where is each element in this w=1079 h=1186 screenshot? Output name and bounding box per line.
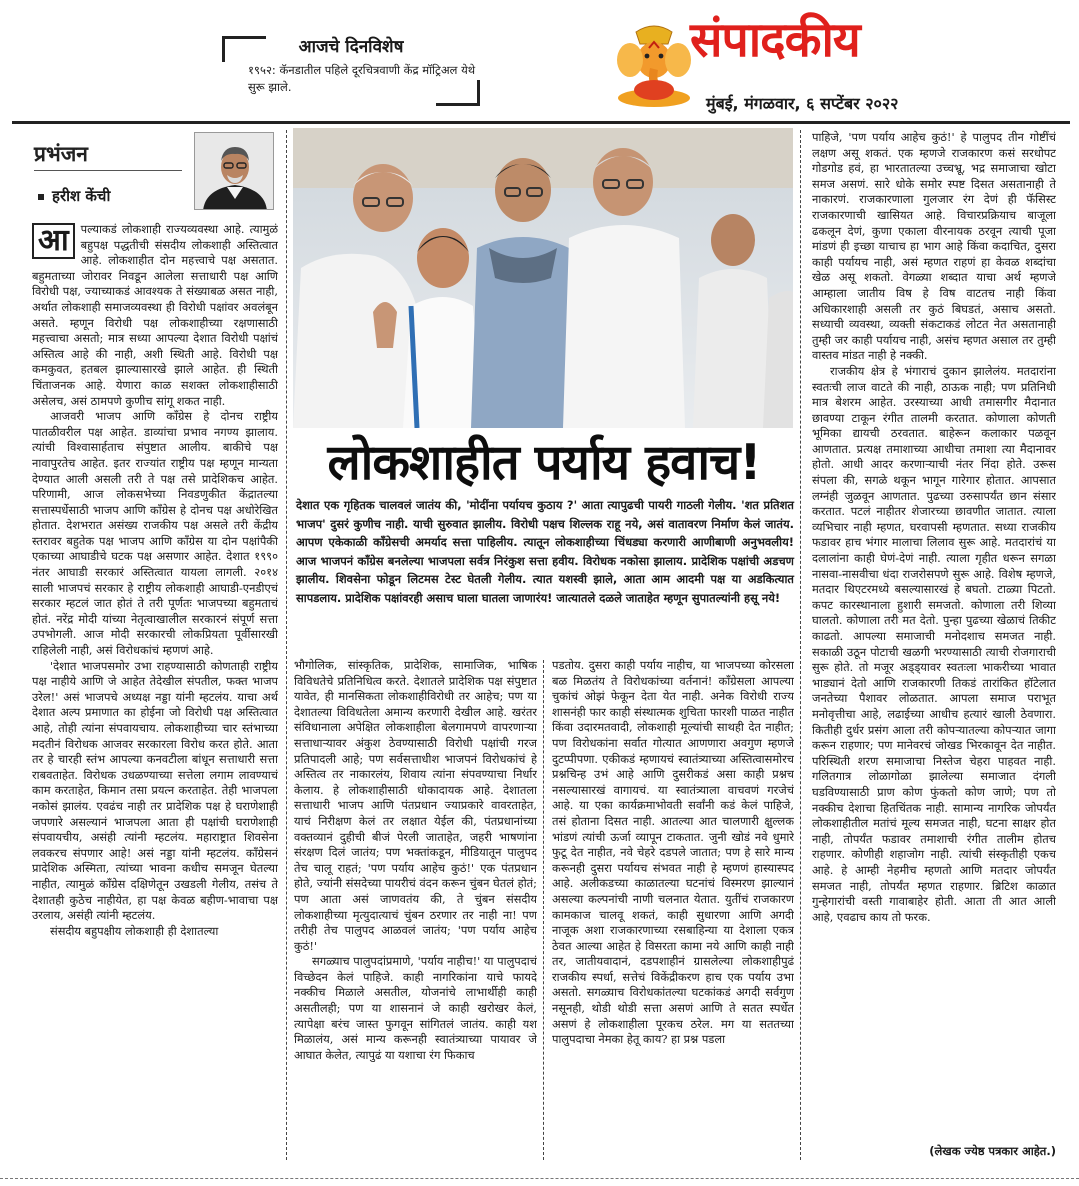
main-photo (293, 128, 793, 428)
lead-paragraph: देशात एक गृहितक चालवलं जातंय की, 'मोदींना पर्यायच कुठाय ?' आता त्यापुढची पायरी गाठली गेलीय. 'शत प्रतिशत भाजप' दुसरं कुणीच नाही. याची सुरुवात झालीय. विरोधी पक्षच शिल्लक राहू नये, असं वातावरण निर्माण केलं जातंय. आपण एकेकाळी काँग्रेसची अमर्याद सत्ता पाहिलीय. त्यातून लोकशाहीच्या चिंधड्या करणारी आणीबाणी अनुभवलीय! आज भाजपनं काँग्रेस बनलेल्या भाजपला सर्वत्र निरंकुश सत्ता हवीय. विरोधक नकोसा झालाय. प्रादेशिक पक्षांची अडचण झालीय. शिवसेना फोडून लिटमस टेस्ट घेतली गेलीय. त्यात यशस्वी झाले, आता आम आदमी पक्ष या अडकित्यात सापडलाय. प्रादेशिक पक्षांवरही असाच घाला घातला जाणारंय! जात्यातले दळले जाताहेत म्हणून सुपातल्यांनी हसू नये! (296, 498, 794, 605)
paragraph: आजवरी भाजप आणि काँग्रेस हे दोनच राष्ट्रीय पातळीवरील पक्ष आहेत. डाव्यांचा प्रभाव नगण्य झालाय. त्यांची विश्वासार्हताच संपुष्टात आलीय. बाकीचे पक्ष नावापुरतेच आहेत. इतर राज्यांत राष्ट्रीय पक्ष म्हणून मान्यता देण्यात आली असली तरी ते पक्ष तसे प्रादेशिकच आहेत. परिणामी, आज लोकसभेच्या निवडणुकीत केंद्रातल्या सत्तास्पर्धेसाठी भाजप आणि काँग्रेस हे दोनच पक्ष अधोरेखित होतात. देशभरात असंख्य राजकीय पक्ष असले तरी केंद्रीय स्तरावर बहुतेक पक्ष भाजप आणि काँग्रेस या दोन पक्षांपैकी एकाच्या आघाडीचे घटक पक्ष असणार आहेत. देशात १९९० नंतर आघाडी सरकारं अस्तित्वात यायला लागली. २०१४ साली भाजपचं सरकार हे राष्ट्रीय लोकशाही आघाडी-एनडीएचं सरकार म्हटलं जात होतं ते तरी पूर्णतः भाजपच्या बहुमताचं होतं. नरेंद्र मोदी यांच्या नेतृत्वाखालील सरकारनं संपूर्ण सत्ता उपभोगली. आज मोदी सरकारची लोकप्रियता पूर्वीसारखी राहिलेली नाही, असं विरोधकांचं म्हणणं आहे. (32, 409, 278, 658)
brand-title: संपादकीय (690, 12, 860, 68)
paragraph: संसदीय बहुपक्षीय लोकशाही ही देशातल्या (50, 923, 219, 938)
top-rule (12, 121, 1070, 124)
dinvishesh-title: आजचे दिनविशेष (298, 37, 404, 57)
paragraph: राजकीय क्षेत्र हे भंगाराचं दुकान झालेलंय. मतदारांना स्वतःची लाज वाटते की नाही, ठाऊक नाही; पण प्रतिनिधी मात्र बेशरम आहेत. उरस्याच्या आधी तमासगीर मैदानात छावण्या टाकून रंगीत तालमी करतात. कोणाला कोणती भूमिका द्यायची ठरवतात. बाहेरून कलाकार पळवून आणतात. प्रत्यक्ष तमाशाच्या आधीचा तमाशा त्या मैदानावर होतो. आधी आदर करणाऱ्याची नंतर निंदा होते. उरूस संपला की, सगळे थकून भागून गारेगार होतात. आपसात लग्नंही जुळवून आणतात. पुढच्या उरुसापर्यंत छान संसार करतात. पटलं नाहीतर शेजारच्या छावणीत जातात. त्याला व्यभिचार नाही म्हणत, घरवापसी म्हणतात. सध्या राजकीय फडावर हाच भंगार मालाचा लिलाव सुरू आहे. मतदारांचं या दलालांना काही घेणं-देणं नाही. त्याला गृहीत धरून सगळा नासवा-नासवीचा धंदा राजरोसपणे सुरू आहे. विशेष म्हणजे, मतदार थिएटरमध्ये बसल्यासारखं हे बघतो. टाळ्या पिटतो. कपट कारस्थानाला हुशारी समजतो. कोणाला तरी शिव्या घालतो. कोणाला तरी मत देतो. पुन्हा पुढच्या खेळाचं तिकीट काढतो. आपल्या समाजाची मनोदशाच समजत नाही. सकाळी उठून पोटाची खळगी भरण्यासाठी त्याची रोजगाराची सुरू होते. तो मजूर अड्ड्यावर स्वतःला भाकरीच्या भावात भाड्यानं देतो आणि राजकारणी तिकडं तारांकित हॉटेलात जनतेच्या पैशावर लोळतात. आपला समाज पराभूत मनोवृत्तीचा आहे, लढाईच्या आधीच हत्यारं खाली ठेवणारा. कितीही दुर्धर प्रसंग आला तरी कोपऱ्यातल्या कोपऱ्यात जागा करून राहणार; पण मानेवरचं जोखड भिरकावून देत नाहीत. परिस्थिती शरण समाजाचा निस्तेज चेहरा पाहवत नाही. गलितगात्र लोळागोळा झालेल्या समाजात दंगली घडविण्यासाठी प्राण कोण फुंकतो कोण जाणे; पण तो नक्कीच देशाचा हितचिंतक नाही. सामान्य नागरिक जोपर्यंत लोकशाहीतील मतांचं मूल्य समजत नाही, घटना साक्षर होत नाही, तोपर्यंत फडावर तमाशाची रंगीत तालीम होतच राहणार. कोणीही शहाजोग नाही. त्यांची संस्कृतीही एकच आहे. हे आम्ही नेहमीच म्हणतो आणि मतदार जोपर्यंत समजत नाही, तोपर्यंत म्हणत राहणार. ब्रिटिश काळात गुन्हेगारांची वस्ती गावाबाहेर होती. आता ती आत आली आहे, एवढाच काय तो फरक. (812, 363, 1056, 924)
dateline: मुंबई, मंगळवार, ६ सप्टेंबर २०२२ (706, 94, 899, 113)
middle-column-1 (294, 658, 537, 1163)
dinvishesh-text: १९५२: कॅनडातील पहिले दूरचित्रवाणी केंद्र मॉट्रिअल येथे सुरू झाले. (248, 63, 476, 94)
author-name (38, 186, 110, 206)
column-title-rule (34, 170, 182, 171)
bullet-icon (38, 194, 44, 200)
middle-column-2 (552, 658, 794, 1163)
author-name-text: हरीश केंची (52, 187, 111, 205)
author-photo (194, 132, 274, 210)
paragraph: भौगोलिक, सांस्कृतिक, प्रादेशिक, सामाजिक, भाषिक विविधतेचे प्रतिनिधित्व करते. देशातले प्रादेशिक पक्ष संपुष्टात यावेत, ही मानसिकता लोकशाहीविरोधी तर आहेच; पण या देशातल्या विविधतेला अमान्य करणारी देखील आहे. खरंतर संविधानाला अपेक्षित लोकशाहीला बेलगामपणे वापरणाऱ्या सत्ताधाऱ्यावर अंकुश ठेवण्यासाठी विरोधी पक्षांची गरज प्रतिपादली आहे; पण सर्वसत्ताधीश भाजपनं विरोधकांचं हे अस्तित्व तर नाकारलंय, शिवाय त्यांना संपवण्याचा निर्धार केलाय. हे लोकशाहीसाठी धोकादायक आहे. देशातला सत्ताधारी भाजप आणि पंतप्रधान ज्याप्रकारे वावरताहेत, याचं निरीक्षण केलं तर लक्षात येईल की, पंतप्रधानांच्या वक्तव्यानं दुहीची बीजं पेरली जाताहेत, जहरी भाषणांना संरक्षण दिलं जातंय; पण भक्तांकडून, मीडियातून पालुपद तेच चालू राहतं; 'पण पर्याय आहेच कुठं!' एक पंतप्रधान होते, ज्यांनी संसदेच्या पायरीचं वंदन करून चुंबन घेतलं होतं; पण आता असं जाणवतंय की, ते चुंबन संसदीय लोकशाहीच्या मृत्युदात्याचं चुंबन ठरणार तर नाही ना! पण तरीही तेच पालुपद आळवलं जातंय; 'पण पर्याय आहेच कुठं!' (294, 658, 537, 953)
column-divider (286, 130, 287, 1160)
column-title: प्रभंजन (34, 142, 88, 166)
dinvishesh-box (222, 30, 480, 102)
right-column (812, 130, 1056, 1140)
column-divider (800, 130, 801, 1160)
author-note: (लेखक ज्येष्ठ पत्रकार आहेत.) (929, 1144, 1056, 1158)
ganesha-logo-icon (606, 18, 702, 110)
paragraph: 'देशात भाजपसमोर उभा राहण्यासाठी कोणताही राष्ट्रीय पक्ष नाहीये आणि जे आहेत तेदेखील संपतील, फक्त भाजप उरेल!' असं भाजपचे अध्यक्ष नड्डा यांनी म्हटलंय. याचा अर्थ देशात अल्प प्रमाणात का होईना जो विरोधी पक्ष अस्तित्वात आहे, तोही त्यांना संपवायचाय. लोकशाहीच्या चार स्तंभाच्या मदतीनं विरोधक आजवर सरकारला विरोध करत होते. आता तर हे चारही स्तंभ आपल्या कनवटीला बांधून सत्ताधारी सत्ता राबवताहेत. विरोधक उधळण्याच्या सत्तेला लगाम लावण्याचं काम करताहेत, किमान तसा प्रयत्न करताहेत. तेही भाजपला नकोसं झालंय. एवढंच नाही तर प्रादेशिक पक्ष हे घराणेशाही जपणारे असल्यानं भाजपला आता ही पक्षांची घराणेशाही संपवायचीय, असंही त्यांनी म्हटलंय. महाराष्ट्रात शिवसेना लवकरच संपणार आहे! असं नड्डा यांनी म्हटलंय. काँग्रेसनं प्रादेशिक अस्मिता, त्यांच्या भावना कधीच समजून घेतल्या नाहीत, त्यामुळं काँग्रेस दक्षिणेतून उखडली गेलीय, तसंच ते देशातही कुठेच नाहीयेत, हा पक्ष केवळ बहीण-भावाचा पक्ष उरलाय, असंही त्यांनी म्हटलंय. (32, 658, 278, 923)
paragraph-text: पल्याकडं लोकशाही राज्यव्यवस्था आहे. त्यामुळं बहुपक्ष पद्धतीची संसदीय लोकशाही अस्तित्वात आहे. लोकशाहीत दोन महत्त्वाचे पक्ष असतात. बहुमताच्या जोरावर निवडून आलेला सत्ताधारी पक्ष आणि विरोधी पक्ष, ज्याच्याकडं आवश्यक ते संख्याबळ असत नाही, अर्थात लोकशाही समाजव्यवस्था ही विरोधी पक्षांवर अवलंबून असते. म्हणून विरोधी पक्ष लोकशाहीच्या रक्षणासाठी महत्त्वाचा असतो; मात्र सध्या आपल्या देशात विरोधी पक्षांचं अस्तित्व आहे की नाही, अशी स्थिती आहे. विरोधी पक्ष कमकुवत, हतबल झाल्यासारखे झाले आहेत. ही स्थिती चिंताजनक आहे. येणारा काळ सशक्त लोकशाहीसाठी असेलच, असं ठामपणे कुणीच सांगू शकत नाही. (32, 222, 278, 408)
paragraph: पाहिजे, 'पण पर्याय आहेच कुठं!' हे पालुपद तीन गोष्टींचं लक्षण असू शकतं. एक म्हणजे राजकारण कसं सरधोपट गोडगोड हवं, हा भारतातल्या उच्चभ्रू, भद्र समाजाचा खोटा समज असणं. सारे धोके समोर स्पष्ट दिसत असतानाही ते नाकारणं. राजकारणाला गुलजार रंग देणं ही फॅसिस्ट राजकारणाची खासियत आहे. विचारप्रक्रियाच बाजूला ढकलून देणं, कुणा एकाला वीरनायक ठरवून त्याची पूजा मांडणं ही इच्छा याचाच हा भाग आहे किंवा कदाचित, दुसरा काही पर्यायच नाही, असं म्हणत राहणं हा केवळ शब्दांचा खेळ असू शकतो. वेगळ्या शब्दात याचा अर्थ म्हणजे आम्हाला जातीय विष हे विष वाटतच नाही किंवा अधिकारशाही असली तर कुठं बिघडतं, असाच असतो. सध्याची व्यवस्था, व्यक्ती संकटाकडं लोटत नेत असतानाही तुम्ही जर काही पर्यायच नाही, असंच म्हणत असाल तर तुम्ही वास्तव मांडत नाही हे नक्की. (812, 130, 1056, 363)
left-column (32, 222, 278, 1167)
headline: लोकशाहीत पर्याय हवाच! (327, 434, 761, 491)
paragraph: पडतोय. दुसरा काही पर्याय नाहीच, या भाजपच्या कोरसला बळ मिळतंय ते विरोधकांच्या वर्तनानं! काँग्रेसला आपल्या चुकांचं ओझं फेकून देता येत नाही. अनेक विरोधी राज्य शासनंही फार काही संस्थात्मक शुचिता फारशी पाळत नाहीत किंवा उदारमतवादी, लोकशाही मूल्यांची साथही देत नाहीत; पण विरोधकांना सर्वात गोत्यात आणणारा अवगुण म्हणजे दुटप्पीपणा. एकीकडं म्हणायचं स्वातंत्र्याच्या अस्तित्वासमोरच प्रश्नचिन्ह उभं आहे आणि दुसरीकडं असा काही प्रश्नच नसल्यासारखं वागायचं. या स्वातंत्र्याला वाचवणं गरजेचं आहे. या एका कार्यक्रमाभोवती सर्वांनी कडं केलं पाहिजे, तसं होताना दिसत नाही. आतल्या आत चालणारी क्षुल्लक भांडणं त्यांची ऊर्जा व्यापून टाकतात. जुनी खोडं नवे धुमारे फुटू देत नाहीत, नवे चेहरे दडपले जातात; पण हे सारे मान्य करूनही दुसरा पर्यायच संभवत नाही हे म्हणणं हास्यास्पद आहे. अलीकडच्या काळातल्या घटनांचं विस्मरण झाल्यानं असल्या कल्पनांची नाणी चलनात येतात. युतींचं राजकारण कामकाज चालवू शकतं, काही सुधारणा आणि अगदी नाजूक अशा राजकारणाच्या रसबाहिन्या या देशाला एकत्र ठेवत आल्या आहेत हे विसरता कामा नये आणि काही नाही तर, जातीयवादानं, दडपशाहीनं ग्रासलेल्या लोकशाहीपुढं राजकीय स्पर्धा, सत्तेचं विकेंद्रीकरण हाच एक पर्याय उभा असतो. सगळ्याच विरोधकांतल्या घटकांकडं अगदी सर्वगुण नसूनही, थोडी थोडी सत्ता असणं आणि ते सतत स्पर्धेत असणं हे लोकशाहीला पूरकच ठरेल. मग या सततच्या पालुपदाचा नेमका हेतू काय? हा प्रश्न पडला (552, 658, 794, 1047)
column-divider (543, 660, 544, 1160)
bottom-rule (0, 1178, 1079, 1179)
paragraph: सगळ्याच पालुपदांप्रमाणे, 'पर्याय नाहीच!' या पालुपदाचं विच्छेदन केलं पाहिजे. काही नागरिकांना याचे फायदे नक्कीच मिळाले असतील, योजनांचे लाभार्थीही काही असतीलही; पण या शासनानं जे काही खरोखर केलं, त्यापेक्षा बरंच जास्त फुगवून सांगितलं जातंय. काही यश मिळालंय, असं मान्य करूनही स्वातंत्र्याच्या पायावर जे आघात केलेत, त्यापुढं या यशाचा रंग फिकाच (294, 954, 537, 1062)
drop-cap: आ (32, 223, 75, 259)
paragraph (32, 222, 278, 409)
